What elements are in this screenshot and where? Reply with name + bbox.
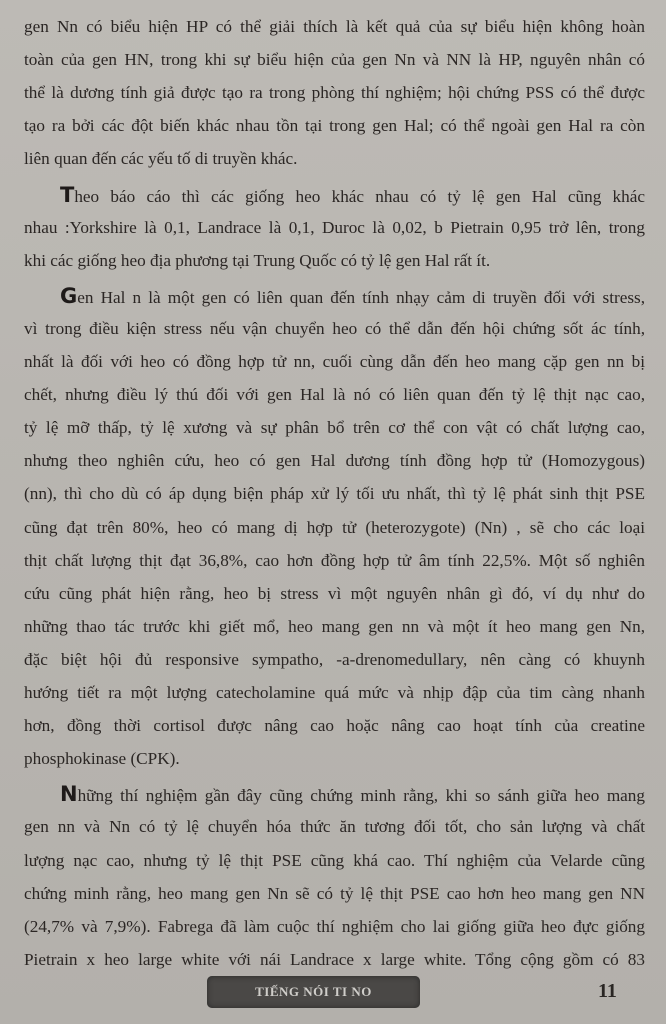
page-number: 11 bbox=[598, 980, 617, 1002]
text-line-content: cũng đạt trên 80%, heo có mang dị hợp tử (heterozygote) (Nn) , sẽ cho các loại bbox=[24, 517, 645, 537]
text-line-content: những thao tác trước khi giết mổ, heo mang gen nn và một ít heo mang gen Nn, bbox=[24, 616, 645, 636]
text-line-content: (24,7% và 7,9%). Fabrega đã làm cuộc thí nghiệm cho lai giống giữa heo đực giống bbox=[24, 916, 645, 936]
text-line-content: đặc biệt hội đủ responsive sympatho, -a-drenomedullary, nên càng có khuynh bbox=[24, 649, 645, 669]
text-line bbox=[24, 384, 645, 406]
text-line-content: gen nn và Nn có tỷ lệ chuyển hóa thức ăn tương đối tốt, cho sản lượng và chất bbox=[24, 817, 645, 837]
text-line-content: lượng nạc cao, nhưng tỷ lệ thịt PSE cũng khá cao. Thí nghiệm của Velarde cũng bbox=[24, 850, 645, 870]
text-line bbox=[24, 217, 645, 239]
text-line bbox=[60, 184, 645, 208]
text-line bbox=[24, 483, 645, 505]
text-line bbox=[24, 850, 645, 872]
text-line-content: en Hal n là một gen có liên quan đến tính nhạy cảm di truyền đối với stress, bbox=[77, 287, 645, 307]
text-line bbox=[24, 583, 645, 605]
text-line bbox=[24, 82, 645, 104]
text-line bbox=[60, 783, 645, 807]
text-line-content: Pietrain x heo large white với nái Landrace x large white. Tổng cộng gồm có 83 bbox=[24, 949, 645, 969]
text-line-content: hững thí nghiệm gần đây cũng chứng minh rằng, khi so sánh giữa heo mang bbox=[77, 786, 645, 806]
text-line-content: (nn), thì cho dù có áp dụng biện pháp xử lý tối ưu nhất, thì tỷ lệ phát sinh thịt PSE bbox=[24, 484, 645, 504]
text-line-content: nhất là đối với heo có đồng hợp tử nn, cuối cùng dẫn đến heo mang cặp gen nn bị bbox=[24, 352, 645, 371]
text-line bbox=[24, 649, 645, 671]
text-line bbox=[24, 883, 645, 905]
text-line-content: khi các giống heo địa phương tại Trung Quốc có tỷ lệ gen Hal rất ít. bbox=[24, 250, 491, 270]
text-line bbox=[24, 616, 645, 638]
text-line bbox=[24, 450, 645, 472]
text-line bbox=[24, 417, 645, 439]
text-line bbox=[24, 816, 645, 838]
text-line-content: hướng tiết ra một lượng catecholamine quá mức và nhịp đập của tim càng nhanh bbox=[24, 683, 645, 702]
text-line bbox=[24, 148, 645, 170]
text-line-content: thịt chất lượng thịt đạt 36,8%, cao hơn đồng hợp tử âm tính 22,5%. Một số nghiên bbox=[24, 550, 645, 570]
footer-banner-text: TIẾNG NÓI TI NO bbox=[255, 984, 372, 999]
text-line-content: vì trong điều kiện stress nếu vận chuyển heo có thể dẫn đến hội chứng sốt ác tính, bbox=[24, 318, 645, 338]
text-line bbox=[24, 49, 645, 71]
text-line bbox=[60, 285, 645, 309]
text-line bbox=[24, 16, 645, 38]
text-line bbox=[24, 916, 645, 938]
text-line bbox=[24, 682, 645, 704]
text-line-content: nhau :Yorkshire là 0,1, Landrace là 0,1, Duroc là 0,02, b Pietrain 0,95 trở lên, trong bbox=[24, 217, 645, 237]
footer-banner bbox=[207, 976, 420, 1008]
text-line-content: hơn, đồng thời cortisol được nâng cao hoặc nâng cao hoạt tính của creatine bbox=[24, 716, 645, 736]
text-line-content: heo báo cáo thì các giống heo khác nhau có tỷ lệ gen Hal cũng khác bbox=[74, 186, 645, 206]
text-line bbox=[24, 748, 645, 770]
text-line-content: gen Nn có biểu hiện HP có thể giải thích là kết quả của sự biểu hiện không hoàn bbox=[24, 17, 645, 36]
initial-letter: G bbox=[60, 283, 78, 308]
initial-letter: N bbox=[60, 782, 78, 807]
text-line bbox=[24, 715, 645, 737]
text-line-content: liên quan đến các yếu tố di truyền khác. bbox=[24, 149, 298, 169]
text-line-content: nhưng theo nghiên cứu, heo có gen Hal dương tính đồng hợp tử (Homozygous) bbox=[24, 451, 645, 471]
text-line-content: chết, nhưng điều lý thú đối với gen Hal là nó có liên quan đến tỷ lệ thịt nạc cao, bbox=[24, 385, 645, 405]
text-line-content: tỷ lệ mỡ thấp, tỷ lệ xương và sự phân bổ trên cơ thể con vật có chất lượng cao, bbox=[24, 418, 645, 438]
text-line bbox=[24, 351, 645, 373]
initial-letter: T bbox=[60, 182, 75, 207]
text-line-content: toàn của gen HN, trong khi sự biểu hiện của gen Nn và NN là HP, nguyên nhân có bbox=[24, 50, 645, 70]
text-line-content: chứng minh rằng, heo mang gen Nn sẽ có tỷ lệ thịt PSE cao hơn heo mang gen NN bbox=[24, 883, 645, 903]
text-line bbox=[24, 318, 645, 340]
text-line-content: phosphokinase (CPK). bbox=[24, 749, 180, 769]
text-line bbox=[24, 517, 645, 539]
text-line bbox=[24, 250, 645, 272]
text-line-content: thể là dương tính giả được tạo ra trong phòng thí nghiệm; hội chứng PSS có thể được bbox=[24, 83, 645, 103]
text-line bbox=[24, 115, 645, 137]
text-line-content: tạo ra bởi các đột biến khác nhau tồn tại trong gen Hal; có thể ngoài gen Hal ra còn bbox=[24, 116, 645, 136]
text-line bbox=[24, 550, 645, 572]
text-line bbox=[24, 949, 645, 971]
text-line-content: cứu cũng phát hiện rằng, heo bị stress vì một nguyên nhân gì đó, ví dụ như do bbox=[24, 583, 645, 603]
